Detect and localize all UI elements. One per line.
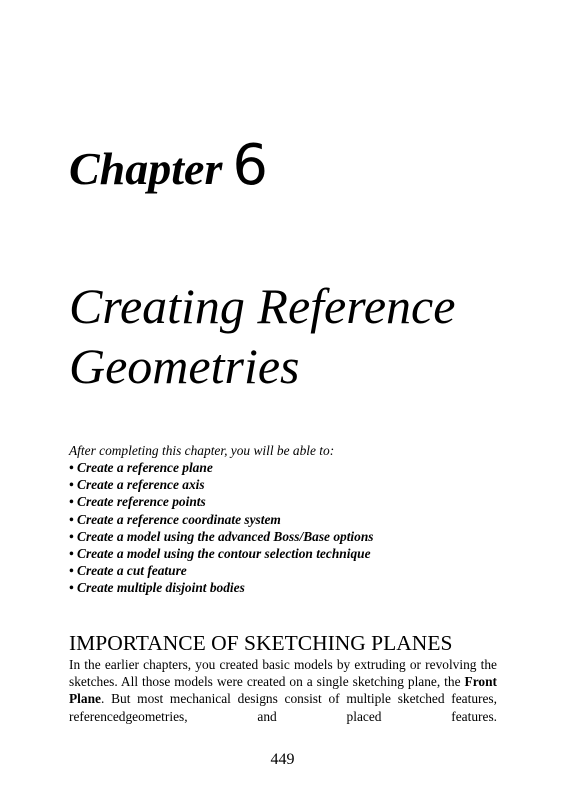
chapter-objectives	[69, 442, 509, 596]
objective-item: • Create a reference plane	[69, 460, 213, 476]
body-paragraph	[69, 656, 497, 725]
paragraph-emphasis: Front Plane	[69, 674, 497, 707]
objective-item: • Create a reference coordinate system	[69, 511, 281, 527]
objective-item: • Create multiple disjoint bodies	[69, 580, 245, 596]
page-number: 449	[270, 751, 295, 768]
chapter-heading	[69, 133, 269, 198]
objectives-list	[69, 459, 509, 596]
objective-item: • Create a model using the contour selection technique	[69, 545, 371, 561]
chapter-number: 6	[232, 133, 269, 198]
paragraph-text-end: . But most mechanical designs consist of multiple sketched features, referencedgeometries, and placed features.	[69, 691, 497, 724]
chapter-title-line-2: Geometries	[69, 338, 300, 394]
chapter-title-line-1: Creating Reference	[69, 278, 456, 334]
chapter-label: Chapter	[69, 143, 223, 194]
section-heading: IMPORTANCE OF SKETCHING PLANES	[69, 631, 453, 655]
objective-item: • Create reference points	[69, 494, 206, 510]
paragraph-text-start: In the earlier chapters, you created basic models by extruding or revolving the sketches. All those models were created on a single sketching plane, the	[69, 657, 497, 690]
objective-item: • Create a cut feature	[69, 563, 187, 579]
chapter-title	[69, 276, 539, 396]
objective-item: • Create a reference axis	[69, 477, 205, 493]
objectives-intro: After completing this chapter, you will be able to:	[69, 443, 335, 458]
objective-item: • Create a model using the advanced Boss/Base options	[69, 528, 374, 544]
